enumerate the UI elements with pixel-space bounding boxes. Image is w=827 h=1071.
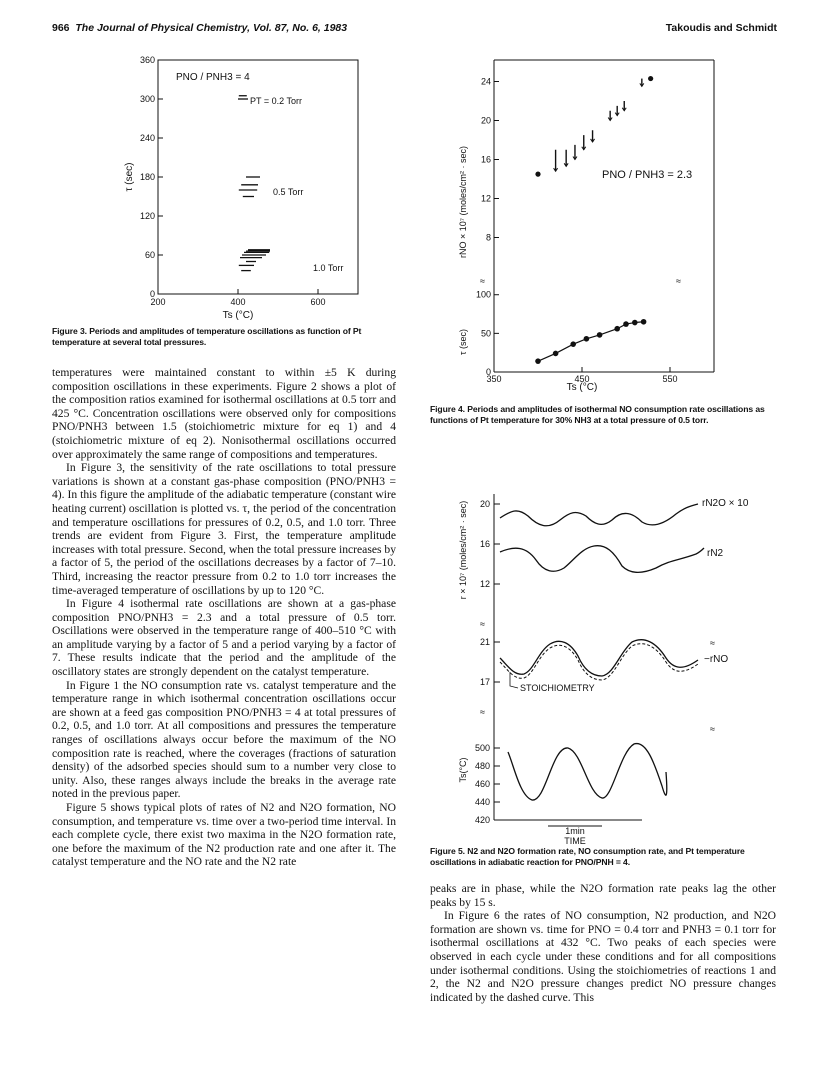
fig4-period-point [584,336,590,342]
fig5-ytick: 440 [474,797,490,807]
fig4-ytick: 20 [480,115,491,126]
fig4-period-point [632,320,638,326]
fig3-ytick: 240 [139,133,155,143]
fig4-period-point [535,358,541,364]
journal-title: The Journal of Physical Chemistry, Vol. 87, No. 6, 1983 [75,22,348,34]
fig5-label-n2o: rN2O × 10 [702,498,749,509]
fig4-xlabel: Ts (°C) [566,382,598,393]
fig5-scale-label: 1min [565,826,585,836]
fig4-ytick: 12 [480,193,491,204]
figure-5-chart [452,490,749,846]
figure-5-caption [430,846,775,868]
fig3-ytick: 120 [139,211,155,221]
fig5-ytick: 21 [479,637,490,647]
fig3-label-0: PT = 0.2 Torr [250,96,302,106]
left-column [52,366,396,869]
fig5-label-n2: rN2 [707,548,724,559]
fig4-ylabel-top: rNO × 10⁷ (moles/cm² · sec) [458,145,468,259]
fig4-caption-label: Figure 4. [430,404,465,414]
fig3-ytick: 180 [139,172,155,182]
figure-3-chart [118,52,368,322]
fig5-break-3: ≈ [480,707,485,717]
fig5-ytick: 460 [474,779,490,789]
fig5-ytick: 12 [479,579,490,589]
page-number: 966 [52,22,70,34]
fig4-ytick: 24 [480,76,491,87]
fig5-break-2: ≈ [710,638,715,648]
fig4-period-point [597,332,603,338]
fig5-curve-n2o [500,504,698,526]
fig3-xtick: 600 [310,297,326,307]
page-header-left [52,22,347,34]
fig3-ytick: 60 [144,250,155,260]
fig5-ytick: 420 [474,815,490,825]
fig5-label-no: −rNO [704,654,729,665]
page-header-authors: Takoudis and Schmidt [665,22,777,34]
paragraph: temperatures were maintained constant to within ±5 K during composition oscillations in these experiments. Figure 2 shows a plot of the composition ratios examined for isothermal oscillations at 0.5 torr and 425 °C. Concentration oscillations were observed only for compositions PNO/PNH3 between 1.5 (stoichiometric mixture for eq 1) and 4 (stoichiometric mixture of eq 2). Nonisothermal oscillations occurred over approximately the same range of compositions and temperatures. [52,366,396,461]
fig3-xlabel: Ts (°C) [222,310,254,321]
figure-4-caption [430,404,775,426]
paragraph: In Figure 4 isothermal rate oscillations are shown at a gas-phase composition PNO/PNH3 = 2.3 and a total pressure of 0.5 torr. Oscillations were observed in the temperature range of 400–510 °C with an amplitude varying by a factor of 5 and a period varying by a factor of 7. These results indicate that the period and the amplitude of the oscillatory states are strongly dependent on the catalyst temperature. [52,597,396,679]
fig3-caption-label: Figure 3. [52,326,87,336]
fig4-ratio-label: PNO / PNH3 = 2.3 [602,169,693,181]
fig5-break-1: ≈ [480,619,485,629]
figure-4-chart [452,52,727,392]
fig4-period-point [553,351,559,357]
fig5-ytick: 16 [479,539,490,549]
fig4-xtick: 450 [574,374,590,384]
paragraph: Figure 5 shows typical plots of rates of N2 and N2O formation, NO consumption, and temperature vs. time over a two-period time interval. In each complete cycle, there exist two maxima in the N2O formation rate, one before the maximum of the N2 production rate and one after it. The catalyst temperature and the NO rate and the N2 rate [52,801,396,869]
fig5-ytick: 17 [479,677,490,687]
fig5-stoich-leader [510,672,518,688]
paragraph: peaks are in phase, while the N2O formation rate peaks lag the other peaks by 15 s. [430,882,776,909]
fig4-ylabel-bottom: τ (sec) [458,328,468,356]
fig5-curve-n2 [500,546,704,573]
fig3-ytick: 360 [139,55,155,65]
figure-3-caption [52,326,392,348]
fig4-period-point [570,341,576,347]
fig3-ytick: 300 [139,94,155,104]
fig4-ytick: 8 [485,232,491,243]
fig5-ylabel-temp: Ts(°C) [458,757,468,783]
fig4-ytick: 16 [480,154,491,165]
fig5-label-stoich: STOICHIOMETRY [520,683,595,693]
fig3-label-1: 0.5 Torr [273,187,304,197]
fig5-xlabel: TIME [564,836,586,846]
fig4-ytick: 0 [485,367,491,377]
fig4-ytick: 50 [480,328,491,339]
fig4-break-right: ≈ [676,276,681,286]
fig3-ytick: 0 [149,289,155,299]
fig4-xtick: 550 [662,374,678,384]
fig3-caption-text: Periods and amplitudes of temperature oscillations as function of Pt temperature at several total pressures. [52,326,362,347]
fig5-ylabel: r × 10⁷ (moles/cm² · sec) [458,500,468,600]
fig3-ylabel: τ (sec) [124,162,135,192]
fig5-curve-temperature [508,744,667,801]
paragraph: In Figure 1 the NO consumption rate vs. catalyst temperature and the temperature range in which isothermal concentration oscillations occur are shown at a feed gas composition PNO/PNH3 = 4 at total pressures of 0.2, 0.5, and 1.0 torr. At all compositions and pressures the temperature ranges of oscillations always occur before the maximum of the NO composition rate is reached, where the coverages (fractions of saturation density) of the adsorbed species should sum to a number very close to unity. Also, these ranges always include the breaks in the average rate noted in the previous paper. [52,678,396,801]
fig3-xtick: 400 [230,297,246,307]
paragraph: In Figure 3, the sensitivity of the rate oscillations to total pressure variations is shown at a constant gas-phase composition (PNO/PNH3 = 4). In this figure the amplitude of the adiabatic temperature (constant wire heating current) oscillation is plotted vs. τ, the period of the concentration and temperature oscillations for pressures of 0.2, 0.5, and 1.0 torr. Three trends are evident from Figure 3. First, the temperature amplitude increases with total pressure. Second, when the total pressure increases by a factor of 5, the period of the oscillations decreases by a factor of 7–10. Third, increasing the reactor pressure from 0.2 to 1.0 torr increases the time-averaged temperature of oscillations by up to 120 °C. [52,461,396,597]
fig4-period-point [614,326,620,332]
fig3-label-2: 1.0 Torr [313,263,344,273]
figure-3 [118,52,368,322]
fig4-period-point [641,319,647,325]
fig4-rate-point [648,76,653,81]
fig4-caption-text: Periods and amplitudes of isothermal NO consumption rate oscillations as functions of Pt temperature for 30% NH3 at a total pressure of 0.5 torr. [430,404,765,425]
fig5-ytick: 480 [474,761,490,771]
fig4-break-left: ≈ [480,276,485,286]
paragraph: In Figure 6 the rates of NO consumption, N2 production, and N2O formation are shown vs. time for PNO = 0.4 torr and PNH3 = 0.1 torr for isothermal oscillations at 432 °C. Two peaks of each species were observed in each cycle under these conditions and for all compositions under isothermal conditions. Using the stoichiometries of reactions 1 and 2, the N2 and N2O pressure changes predict NO pressure changes indicated by the dashed curve. This [430,909,776,1004]
fig3-ratio-label: PNO / PNH3 = 4 [176,72,250,83]
right-column [430,882,776,1004]
fig4-ytick: 100 [475,289,491,300]
figure-5 [452,490,749,846]
fig5-caption-text: N2 and N2O formation rate, NO consumption rate, and Pt temperature oscillations in adiabatic reaction for PNO/PNH = 4. [430,846,745,867]
fig4-period-point [623,321,629,327]
fig3-xtick: 200 [150,297,166,307]
figure-4 [452,52,727,392]
fig5-curve-no [500,640,698,676]
fig5-ytick: 20 [479,499,490,509]
fig4-rate-point [535,172,540,177]
fig5-ytick: 500 [474,743,490,753]
fig5-break-4: ≈ [710,724,715,734]
fig5-caption-label: Figure 5. [430,846,465,856]
fig4-xtick: 350 [486,374,502,384]
